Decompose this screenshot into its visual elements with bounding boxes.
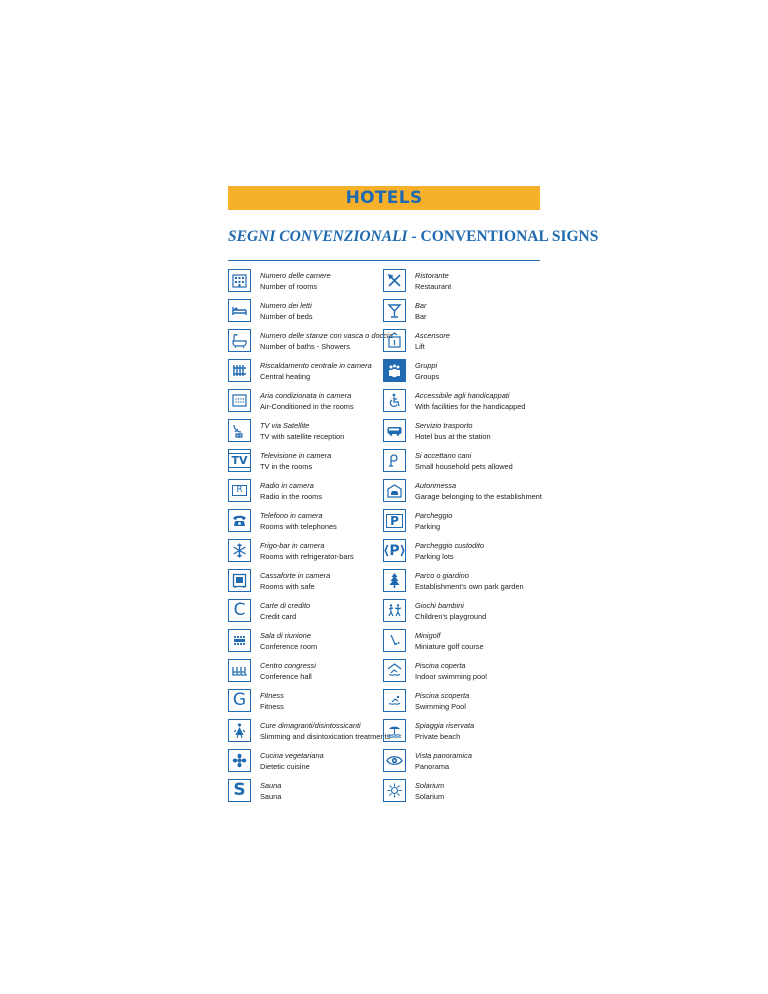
legend-item-safe xyxy=(228,569,388,599)
indoor-pool-icon xyxy=(383,659,406,682)
legend-label-it: Gruppi xyxy=(415,361,438,370)
guarded-parking-letter: P xyxy=(389,542,400,559)
legend-label-it: Frigo-bar in camera xyxy=(260,541,325,550)
legend-label-en: Groups xyxy=(415,372,440,381)
section-subtitle xyxy=(228,228,599,246)
legend-label-it: Sala di riunione xyxy=(260,631,311,640)
legend-item-meeting-room xyxy=(228,629,388,659)
satellite-dish-icon xyxy=(228,419,251,442)
legend-label-en: Dietetic cuisine xyxy=(260,762,310,771)
bed-icon xyxy=(228,299,251,322)
credit-card-letter: C xyxy=(233,600,246,620)
legend-label-en: Miniature golf course xyxy=(415,642,484,651)
legend-label-it: Piscina scoperta xyxy=(415,691,470,700)
legend-label-en: Number of beds xyxy=(260,312,313,321)
legend-label-it: Solarium xyxy=(415,781,445,790)
legend-label-it: Servizio trasporto xyxy=(415,421,473,430)
legend-item-private-beach xyxy=(383,719,543,749)
legend-label-en: TV with satellite reception xyxy=(260,432,345,441)
legend-label-it: Giochi bambini xyxy=(415,601,464,610)
meeting-table-icon xyxy=(228,629,251,652)
legend-label-en: Credit card xyxy=(260,612,297,621)
legend-label-en: Lift xyxy=(415,342,425,351)
legend-label-en: Conference room xyxy=(260,642,318,651)
radio-letter: R xyxy=(232,485,246,496)
legend-label-en: Small household pets allowed xyxy=(415,462,513,471)
legend-item-credit-card xyxy=(228,599,388,629)
legend-item-sauna xyxy=(228,779,388,809)
legend-label-en: Hotel bus at the station xyxy=(415,432,491,441)
divider xyxy=(228,260,540,261)
legend-label-it: Aria condizionata in camera xyxy=(260,391,352,400)
legend-label-it: Numero delle camere xyxy=(260,271,331,280)
legend-label-en: Rooms with refrigerator-bars xyxy=(260,552,354,561)
legend-label-it: Numero dei letti xyxy=(260,301,312,310)
sauna-icon xyxy=(228,779,251,802)
vegetarian-icon xyxy=(228,749,251,772)
legend-label-it: Parcheggio custodito xyxy=(415,541,485,550)
minigolf-icon xyxy=(383,629,406,652)
air-conditioner-icon xyxy=(228,389,251,412)
legend-label-en: TV in the rooms xyxy=(260,462,313,471)
groups-icon xyxy=(383,359,406,382)
page-title: HOTELS xyxy=(345,188,423,208)
legend-item-telephone xyxy=(228,509,388,539)
legend-label-en: Radio in the rooms xyxy=(260,492,323,501)
tree-icon xyxy=(383,569,406,592)
legend-label-it: Autorimessa xyxy=(415,481,457,490)
legend-label-en: Rooms with telephones xyxy=(260,522,337,531)
legend-item-groups xyxy=(383,359,543,389)
legend-item-playground xyxy=(383,599,543,629)
legend-label-it: Carte di credito xyxy=(260,601,311,610)
legend-item-rooms xyxy=(228,269,388,299)
legend-item-outdoor-pool xyxy=(383,689,543,719)
legend-item-vegetarian xyxy=(228,749,388,779)
guarded-parking-icon xyxy=(383,539,406,562)
legend-item-fitness xyxy=(228,689,388,719)
legend-label-en: Swimming Pool xyxy=(415,702,466,711)
subtitle-english: CONVENTIONAL SIGNS xyxy=(420,228,599,245)
legend-item-radio xyxy=(228,479,388,509)
legend-label-it: TV via Satellite xyxy=(260,421,310,430)
legend-label-it: Riscaldamento centrale in camera xyxy=(260,361,372,370)
legend-label-it: Piscina coperta xyxy=(415,661,466,670)
legend-label-it: Centro congressi xyxy=(260,661,316,670)
legend-label-en: Central heating xyxy=(260,372,311,381)
legend-label-it: Bar xyxy=(415,301,427,310)
glass-icon xyxy=(383,299,406,322)
sun-icon xyxy=(383,779,406,802)
legend-label-en: Number of rooms xyxy=(260,282,318,291)
garage-icon xyxy=(383,479,406,502)
children-icon xyxy=(383,599,406,622)
legend-label-it: Fitness xyxy=(260,691,284,700)
legend-label-it: Ristorante xyxy=(415,271,449,280)
legend-label-en: Fitness xyxy=(260,702,284,711)
legend-item-transport xyxy=(383,419,543,449)
legend-label-en: Panorama xyxy=(415,762,450,771)
legend-label-it: Cure dimagranti/disintossicanti xyxy=(260,721,361,730)
conference-chairs-icon xyxy=(228,659,251,682)
sauna-letter: S xyxy=(233,780,246,800)
tv-letters: TV xyxy=(228,453,250,468)
legend-item-indoor-pool xyxy=(383,659,543,689)
legend-label-it: Telefono in camera xyxy=(260,511,323,520)
radiator-icon xyxy=(228,359,251,382)
legend-label-it: Minigolf xyxy=(415,631,441,640)
legend-label-it: Si accettano cani xyxy=(415,451,472,460)
legend-item-accessible xyxy=(383,389,543,419)
legend-label-it: Radio in camera xyxy=(260,481,314,490)
legend-label-en: Establishment's own park garden xyxy=(415,582,524,591)
legend-item-satellite-tv xyxy=(228,419,388,449)
legend-label-en: Restaurant xyxy=(415,282,452,291)
legend-label-en: Rooms with safe xyxy=(260,582,315,591)
outdoor-pool-icon xyxy=(383,689,406,712)
bathtub-icon xyxy=(228,329,251,352)
title-banner xyxy=(228,186,540,210)
parking-letter: P xyxy=(386,514,403,528)
legend-item-beds xyxy=(228,299,388,329)
legend-label-it: Parco o giardino xyxy=(415,571,469,580)
legend-item-restaurant xyxy=(383,269,543,299)
legend-label-en: Children's playground xyxy=(415,612,487,621)
legend-label-en: Private beach xyxy=(415,732,461,741)
legend-item-air-conditioning xyxy=(228,389,388,419)
legend-label-it: Cassaforte in camera xyxy=(260,571,331,580)
legend-item-conference-hall xyxy=(228,659,388,689)
dog-icon xyxy=(383,449,406,472)
legend-item-minigolf xyxy=(383,629,543,659)
fitness-letter: G xyxy=(232,690,247,710)
fork-knife-icon xyxy=(383,269,406,292)
legend-item-panorama xyxy=(383,749,543,779)
legend-item-pets xyxy=(383,449,543,479)
wheelchair-icon xyxy=(383,389,406,412)
safe-icon xyxy=(228,569,251,592)
eye-icon xyxy=(383,749,406,772)
legend-item-slimming xyxy=(228,719,391,749)
legend-item-garage xyxy=(383,479,543,509)
legend-label-en: Sauna xyxy=(260,792,282,801)
legend-label-it: Numero delle stanze con vasca o doccia xyxy=(260,331,393,340)
legend-label-it: Parcheggio xyxy=(415,511,453,520)
legend-label-it: Sauna xyxy=(260,781,282,790)
legend-label-en: Indoor swimming pool xyxy=(415,672,487,681)
legend-label-en: Number of baths - Showers xyxy=(260,342,350,351)
legend-item-bar xyxy=(383,299,543,329)
legend-item-baths xyxy=(228,329,393,359)
legend-item-park xyxy=(383,569,543,599)
legend-label-en: Parking lots xyxy=(415,552,454,561)
legend-label-it: Televisione in camera xyxy=(260,451,332,460)
radio-icon xyxy=(228,479,251,502)
credit-card-icon xyxy=(228,599,251,622)
legend-item-lift xyxy=(383,329,543,359)
legend-label-en: Garage belonging to the establishment xyxy=(415,492,542,501)
telephone-icon xyxy=(228,509,251,532)
legend-label-it: Cucina vegetariana xyxy=(260,751,324,760)
subtitle-separator: - xyxy=(407,228,421,245)
legend-label-en: Slimming and disintoxication treatments xyxy=(260,732,391,741)
legend-label-it: Vista panoramica xyxy=(415,751,472,760)
lift-icon xyxy=(383,329,406,352)
bus-icon xyxy=(383,419,406,442)
tv-icon xyxy=(228,449,251,472)
legend-label-it: Ascensore xyxy=(415,331,450,340)
slimming-figure-icon xyxy=(228,719,251,742)
legend-label-en: Solarium xyxy=(415,792,445,801)
beach-umbrella-icon xyxy=(383,719,406,742)
legend-item-heating xyxy=(228,359,388,389)
legend-item-fridge-bar xyxy=(228,539,388,569)
legend-label-it: Spiaggia riservata xyxy=(415,721,475,730)
legend-label-en: Conference hall xyxy=(260,672,312,681)
snowflake-icon xyxy=(228,539,251,562)
legend-item-parking xyxy=(383,509,543,539)
legend-item-solarium xyxy=(383,779,543,809)
parking-icon xyxy=(383,509,406,532)
legend-label-it: Accessibile agli handicappati xyxy=(415,391,510,400)
subtitle-italian: SEGNI CONVENZIONALI xyxy=(228,228,408,245)
legend-label-en: Bar xyxy=(415,312,427,321)
legend-item-tv xyxy=(228,449,388,479)
building-icon xyxy=(228,269,251,292)
legend-label-en: With facilities for the handicapped xyxy=(415,402,526,411)
legend-label-en: Air-Conditioned in the rooms xyxy=(260,402,354,411)
fitness-icon xyxy=(228,689,251,712)
legend-item-guarded-parking xyxy=(383,539,543,569)
legend-label-en: Parking xyxy=(415,522,441,531)
